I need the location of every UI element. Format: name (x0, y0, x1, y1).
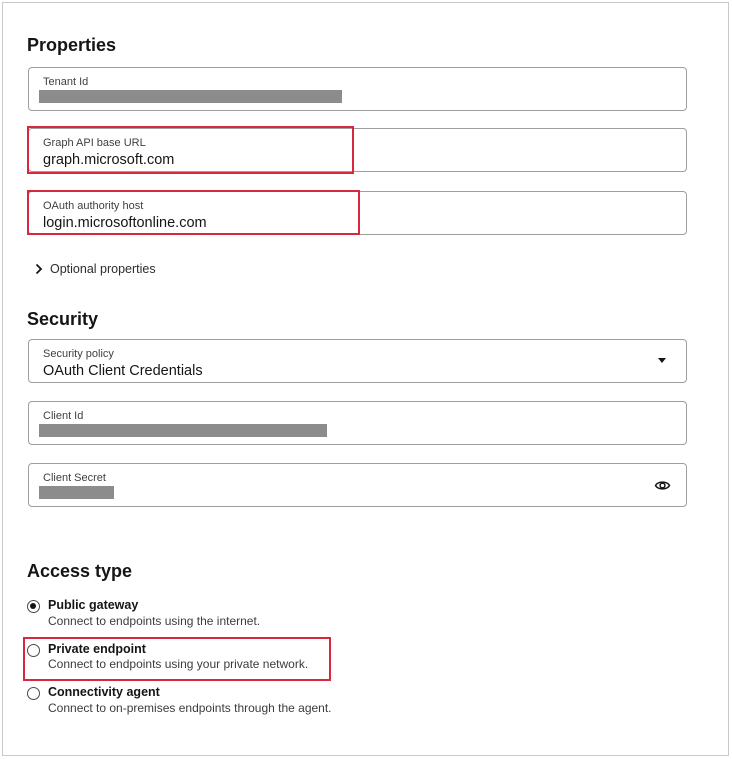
properties-heading: Properties (27, 35, 117, 55)
oauth-authority-host-value: login.microsoftonline.com (43, 215, 207, 231)
client-id-label: Client Id (43, 410, 84, 422)
private-endpoint-desc: Connect to endpoints using your private network. (48, 657, 309, 671)
client-secret-redacted-value (39, 486, 114, 499)
graph-api-url-value: graph.microsoft.com (43, 152, 175, 168)
graph-api-url-field[interactable] (28, 128, 687, 172)
graph-api-url-label: Graph API base URL (43, 137, 146, 149)
chevron-right-icon[interactable] (33, 263, 45, 275)
connectivity-agent-title: Connectivity agent (48, 685, 160, 699)
radio-connectivity-agent[interactable] (27, 687, 40, 700)
oauth-authority-host-label: OAuth authority host (43, 200, 144, 212)
optional-properties-toggle[interactable]: Optional properties (50, 262, 156, 276)
security-policy-select[interactable] (28, 339, 687, 383)
tenant-id-field[interactable] (28, 67, 687, 111)
oauth-authority-host-field[interactable] (28, 191, 687, 235)
security-policy-label: Security policy (43, 348, 114, 360)
client-secret-field[interactable] (28, 463, 687, 507)
eye-icon[interactable] (654, 477, 671, 494)
security-heading: Security (27, 309, 99, 329)
public-gateway-title: Public gateway (48, 598, 139, 612)
radio-public-gateway[interactable] (27, 600, 40, 613)
dropdown-arrow-icon[interactable] (658, 358, 666, 363)
client-id-field[interactable] (28, 401, 687, 445)
security-policy-value: OAuth Client Credentials (43, 363, 203, 379)
access-type-heading: Access type (27, 561, 133, 581)
client-id-redacted-value (39, 424, 327, 437)
private-endpoint-title: Private endpoint (48, 642, 146, 656)
public-gateway-desc: Connect to endpoints using the internet. (48, 614, 261, 628)
tenant-id-label: Tenant Id (43, 76, 89, 88)
connectivity-agent-desc: Connect to on-premises endpoints through the agent. (48, 701, 332, 715)
radio-private-endpoint[interactable] (27, 644, 40, 657)
tenant-id-redacted-value (39, 90, 342, 103)
client-secret-label: Client Secret (43, 472, 106, 484)
